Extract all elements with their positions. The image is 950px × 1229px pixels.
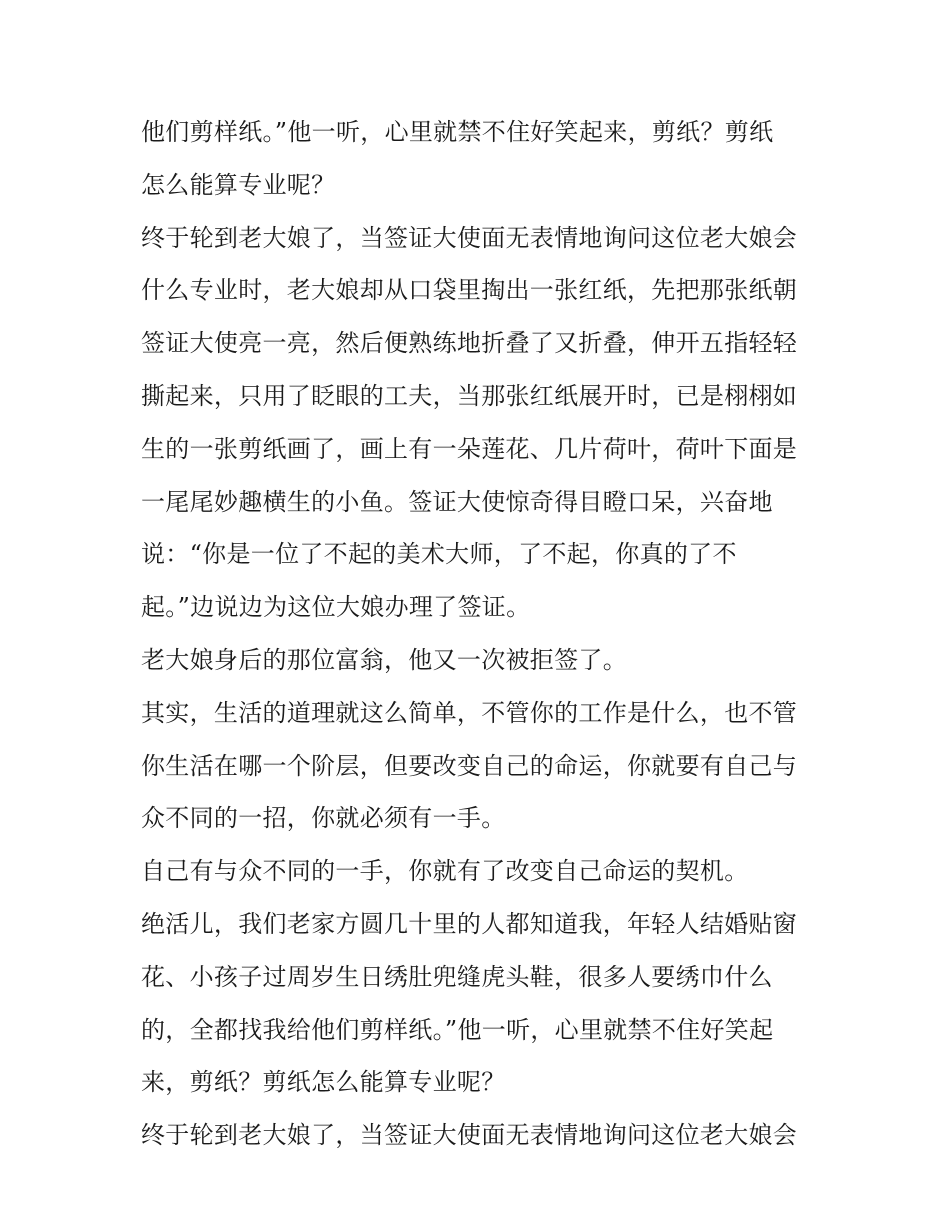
text-line: 自己有与众不同的一手，你就有了改变自己命运的契机。 [141,857,749,886]
text-line: 终于轮到老大娘了，当签证大使面无表情地询问这位老大娘会 [141,223,798,252]
text-line: 怎么能算专业呢？ [141,170,336,199]
text-line: 其实，生活的道理就这么简单，不管你的工作是什么，也不管 [141,698,798,727]
text-line: 老大娘身后的那位富翁，他又一次被拒签了。 [141,645,627,674]
text-line: 的，全都找我给他们剪样纸。”他一听，心里就禁不住好笑起 [141,1015,774,1044]
text-line: 什么专业时，老大娘却从口袋里掏出一张红纸，先把那张纸朝 [141,276,798,305]
text-line: 终于轮到老大娘了，当签证大使面无表情地询问这位老大娘会 [141,1121,798,1150]
text-line: 绝活儿，我们老家方圆几十里的人都知道我，年轻人结婚贴窗 [141,909,798,938]
text-line: 花、小孩子过周岁生日绣肚兜缝虎头鞋，很多人要绣巾什么 [141,962,773,991]
text-line: 签证大使亮一亮，然后便熟练地折叠了又折叠，伸开五指轻轻 [141,329,798,358]
body-text [141,106,821,1162]
text-line: 来，剪纸？剪纸怎么能算专业呢？ [141,1068,506,1097]
text-line: 一尾尾妙趣横生的小鱼。签证大使惊奇得目瞪口呆，兴奋地 [141,487,773,516]
text-line: 他们剪样纸。”他一听，心里就禁不住好笑起来，剪纸？剪纸 [141,118,774,146]
text-line: 你生活在哪一个阶层，但要改变自己的命运，你就要有自己与 [141,751,798,780]
text-line: 起。”边说边为这位大娘办理了签证。 [141,593,531,622]
text-line: 说：“你是一位了不起的美术大师，了不起，你真的了不 [141,540,737,569]
text-line: 众不同的一招，你就必须有一手。 [141,804,506,833]
text-line: 生的一张剪纸画了，画上有一朵莲花、几片荷叶，荷叶下面是 [141,434,798,463]
text-line: 撕起来，只用了眨眼的工夫，当那张红纸展开时，已是栩栩如 [141,381,798,410]
